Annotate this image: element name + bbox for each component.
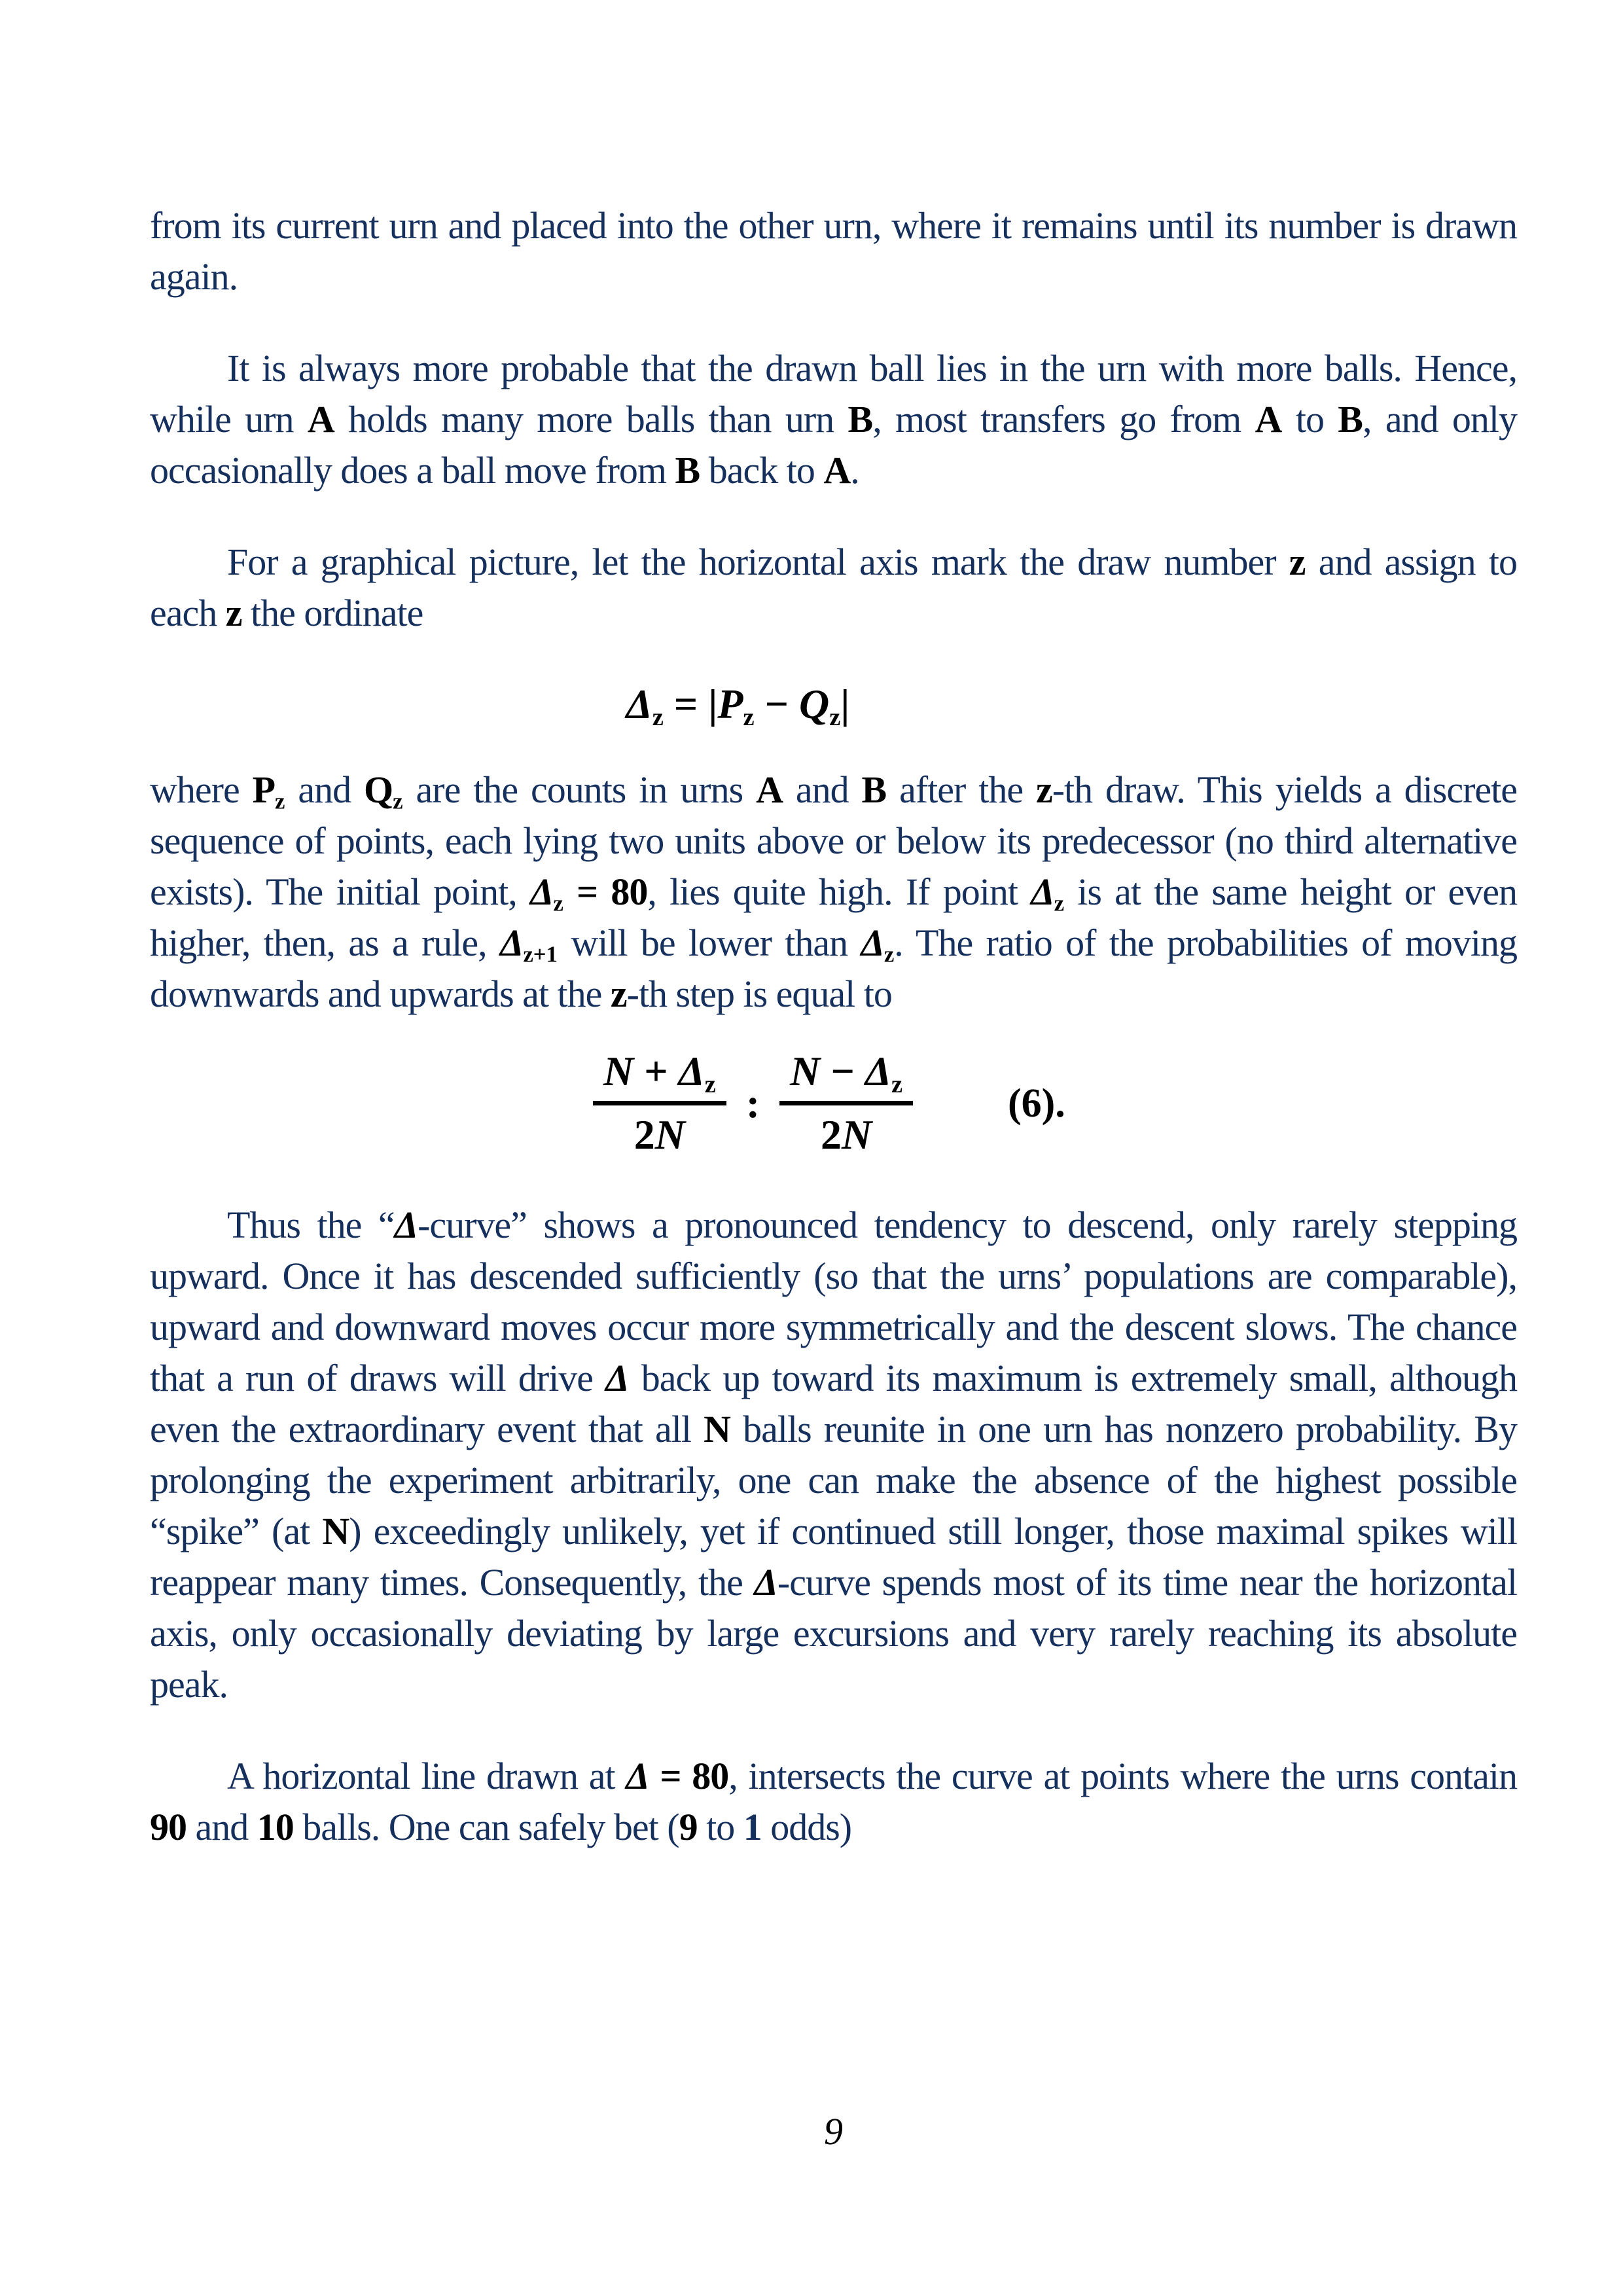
paragraph-where-counts: where $P_z$ and $Q_z$ are the counts in urns A and B after the z-th draw. This yields a discrete sequence of points, each lying two units above or below its predecessor (no third alternative exists). The initial point, $\Delta_z = 80$, lies quite high. If point $\Delta_z$ is at the same height or even higher, then, as a rule, $\Delta_{z+1}$ will be lower than $\Delta_z$. The ratio of the probabilities of moving downwards and upwards at the z-th step is equal to <box>150 768 1518 1015</box>
fraction-left <box>593 1047 726 1159</box>
fraction-left-numerator: $N + \Delta_z$ <box>603 1048 716 1098</box>
fraction-right <box>779 1047 913 1159</box>
fraction-left-denominator: 2N <box>593 1101 726 1159</box>
text-column <box>150 200 1517 1853</box>
fraction-right-denominator: 2N <box>779 1101 913 1159</box>
ratio-colon: : <box>745 1079 760 1126</box>
page-number: 9 <box>824 2110 843 2153</box>
equation-delta-definition <box>150 677 1517 732</box>
paragraph-graphical-picture: For a graphical picture, let the horizontal axis mark the draw number z and assign to each z the ordinate <box>150 541 1518 634</box>
paragraph-continuation: from its current urn and placed into the other urn, where it remains until its number is drawn again. <box>150 204 1517 298</box>
paragraph-more-probable: It is always more probable that the drawn ball lies in the urn with more balls. Hence, while urn A holds many more balls than urn B, most transfers go from A to B, and only occasionally does a ball move from B back to A. <box>150 347 1518 492</box>
paragraph-delta-curve: Thus the “Δ-curve” shows a pronounced tendency to descend, only rarely stepping upward. Once it has descended sufficiently (so that the urns’ populations are comparable), upward and downward moves occur more symmetrically and the descent slows. The chance that a run of draws will drive Δ back up toward its maximum is extremely small, although even the extraordinary event that all N balls reunite in one urn has nonzero probability. By prolonging the experiment arbitrarily, one can make the absence of the highest possible “spike” (at N) exceedingly unlikely, yet if continued still longer, those maximal spikes will reappear many times. Consequently, the Δ-curve spends most of its time near the horizontal axis, only occasionally deviating by large excursions and very rarely reaching its absolute peak. <box>150 1204 1518 1706</box>
equation-6 <box>150 1047 1517 1159</box>
equation-6-body <box>69 1047 1436 1159</box>
fraction-right-numerator: $N - \Delta_z$ <box>790 1048 903 1098</box>
equation-delta-definition-body: $\Delta_z = |P_z - Q_z|$ <box>626 681 850 731</box>
paragraph-horizontal-line: A horizontal line drawn at Δ = 80, intersects the curve at points where the urns contain 90 and 10 balls. One can safely bet (9 to 1 odds) <box>150 1755 1517 1848</box>
equation-number: (6). <box>1008 1081 1065 1126</box>
